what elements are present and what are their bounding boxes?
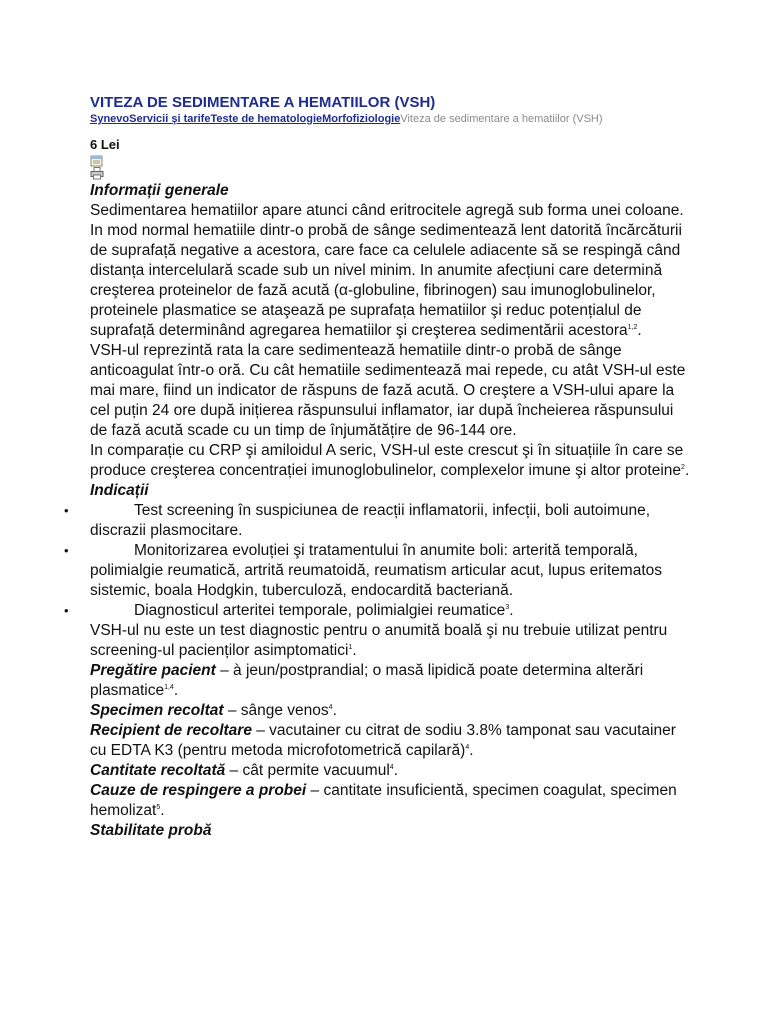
breadcrumb-link-hematologie[interactable]: Teste de hematologie bbox=[210, 113, 323, 125]
section-heading-indications: Indicații bbox=[90, 482, 149, 499]
list-item: • Test screening în suspiciunea de reacții inflamatorii, infecții, boli autoimune, discrazii plasmocitare. bbox=[64, 502, 651, 539]
paragraph-3: In comparație cu CRP şi amiloidul A seric, VSH-ul este crescut şi în situațiile în care se produce creşterea concentrației imunoglobulinelor, complexelor imune şi altor proteine$^2$. bbox=[90, 442, 690, 479]
footnote-ref: 1,2 bbox=[627, 323, 638, 331]
breadcrumb-current: Viteza de sedimentare a hematiilor (VSH) bbox=[400, 113, 603, 125]
breadcrumb-link-synevo[interactable]: Synevo bbox=[90, 113, 130, 125]
field-stability: Stabilitate probă bbox=[90, 822, 212, 839]
price: 6 Lei bbox=[90, 137, 120, 152]
field-quantity: Cantitate recoltată – cât permite vacuumul$^4$. bbox=[90, 762, 398, 779]
footnote-ref: 2 bbox=[681, 463, 685, 471]
list-item: • Diagnosticul arteritei temporale, polimialgiei reumatice$^3$. bbox=[64, 602, 514, 619]
article-body bbox=[64, 181, 690, 841]
field-rejection-causes: Cauze de respingere a probei – cantitate insuficientă, specimen coagulat, specimen hemolizat$^5$. bbox=[90, 782, 677, 819]
footnote-ref: 3 bbox=[505, 603, 510, 611]
breadcrumb-link-servicii[interactable]: Servicii şi tarife bbox=[129, 113, 211, 125]
breadcrumb bbox=[90, 112, 690, 126]
field-patient-prep: Pregătire pacient – à jeun/postprandial; o masă lipidică poate determina alterări plasmatice$^{1,4}$. bbox=[90, 662, 644, 699]
indications-list bbox=[64, 501, 690, 621]
list-item: • Monitorizarea evoluției şi tratamentului în anumite boli: arterită temporală, polimialgie reumatică, artrită reumatoidă, reumatism articular acut, lupus eritematos sistemic, boala Hodgkin, tuberculoză, endocardită bacteriană. bbox=[64, 542, 663, 599]
note-paragraph: VSH-ul nu este un test diagnostic pentru o anumită boală şi nu trebuie utilizat pentru screening-ul pacienților asimptomatici$^1$. bbox=[90, 622, 668, 659]
document-icon[interactable] bbox=[90, 155, 104, 167]
page-title: VITEZA DE SEDIMENTARE A HEMATIILOR (VSH) bbox=[90, 94, 436, 111]
printer-icon[interactable] bbox=[90, 167, 104, 179]
paragraph-1: Sedimentarea hematiilor apare atunci când eritrocitele agregă sub forma unei coloane. In mod normal hematiile dintr-o probă de sânge sedimentează lent datorită încărcăturii de suprafață negative a acestora, care face ca celulele adiacente să se respingă când distanța intercelulară scade sub un nivel minim. In anumite afecțiuni care determină creşterea proteinelor de fază acută (α-globuline, fibrinogen) sau imunoglobulinelor, proteinele plasmatice se ataşează pe suprafața hematiilor şi reduc potențialul de suprafață determinând agregarea hematiilor şi creşterea sedimentării acestora$^{1,2}$. bbox=[90, 202, 684, 339]
breadcrumb-link-morfofiziologie[interactable]: Morfofiziologie bbox=[322, 113, 401, 125]
action-icons bbox=[90, 155, 690, 181]
footnote-ref: 1 bbox=[348, 643, 353, 651]
paragraph-2: VSH-ul reprezintă rata la care sedimentează hematiile dintr-o probă de sânge anticoagulat într-o oră. Cu cât hematiile sedimentează mai repede, cu atât VSH-ul este mai mare, fiind un indicator de răspuns de fază acută. O creştere a VSH-ului apare la cel puțin 24 ore după inițierea răspunsului inflamator, iar după încheierea răspunsului de fază acută scade cu un timp de înjumătățire de 96-144 ore. bbox=[90, 342, 686, 439]
field-specimen: Specimen recoltat – sânge venos$^4$. bbox=[90, 702, 337, 719]
field-container: Recipient de recoltare – vacutainer cu citrat de sodiu 3.8% tamponat sau vacutainer cu EDTA K3 (pentru metoda microfotometrică capilară)$^4$. bbox=[90, 722, 676, 759]
section-heading-general: Informații generale bbox=[90, 182, 229, 199]
